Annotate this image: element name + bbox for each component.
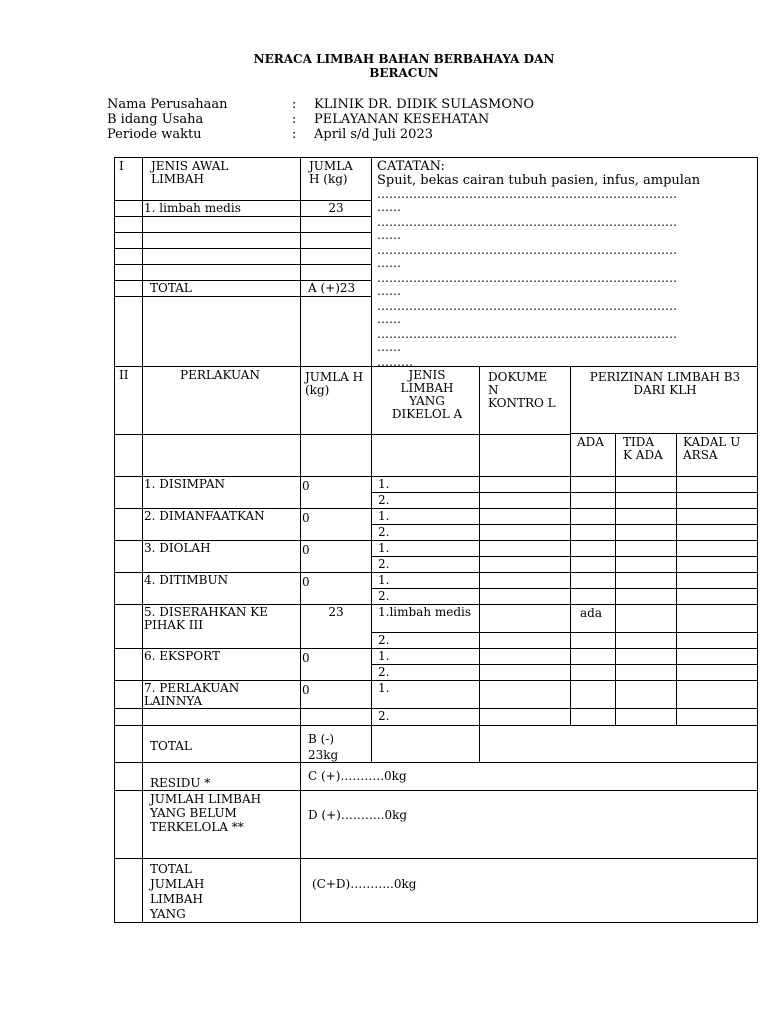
info-sep-period: :	[292, 127, 297, 142]
document-title-line2: BERACUN	[369, 66, 439, 80]
info-value-period: April s/d Juli 2023	[314, 127, 433, 142]
info-sep-business: :	[292, 112, 297, 127]
ada-header: ADA	[577, 435, 604, 449]
section-1-total-label: TOTAL	[150, 281, 192, 295]
perizinan-header: PERIZINAN LIMBAH B3 DARI KLH	[589, 370, 741, 397]
item-qty: 0	[302, 575, 310, 589]
item-qty: 0	[302, 651, 310, 665]
item-jenis-2: 2.	[378, 557, 390, 571]
dots-line: …………………………………………………………………	[377, 243, 677, 257]
info-value-business: PELAYANAN KESEHATAN	[314, 112, 490, 127]
item-qty: 0	[302, 683, 310, 697]
dots-line: …………………………………………………………………	[377, 299, 677, 313]
catatan-header: CATATAN:	[377, 159, 445, 174]
dots-line: ……	[377, 340, 401, 354]
perlakuan-item-lainnya: 7. PERLAKUAN LAINNYA	[144, 681, 240, 708]
residu-label: RESIDU *	[150, 776, 211, 790]
belum-terkelola-label: JUMLAH LIMBAH YANG BELUM TERKELOLA **	[150, 792, 262, 834]
perlakuan-item-eksport: 6. EKSPORT	[144, 649, 220, 663]
dots-line: ………	[377, 355, 413, 369]
section-2-number: II	[119, 368, 129, 382]
info-label-period: Periode waktu	[107, 127, 202, 142]
section-1-total-value: A (+)23	[308, 281, 356, 295]
item-jenis-1: 1.	[378, 509, 390, 523]
total-jumlah-label: TOTAL JUMLAH LIMBAH YANG	[150, 862, 205, 921]
dots-line: ……	[377, 256, 401, 270]
perlakuan-item-diolah: 3. DIOLAH	[144, 541, 211, 555]
item-jenis-1: 1.	[378, 573, 390, 587]
section-2-total-value: B (-) 23kg	[308, 732, 339, 762]
item-qty: 0	[302, 543, 310, 557]
perizinan-ada-value: ada	[580, 606, 602, 620]
section-2-total-label: TOTAL	[150, 739, 192, 753]
item-jenis-1: 1.	[378, 477, 390, 491]
dots-line: …………………………………………………………………	[377, 271, 677, 285]
info-sep-company: :	[292, 97, 297, 112]
perlakuan-item-ditimbun: 4. DITIMBUN	[144, 573, 229, 587]
section-1-jumlah-header: JUMLA H (kg)	[309, 159, 353, 186]
item-qty: 23	[328, 605, 344, 619]
item-jenis-1: 1.limbah medis	[378, 605, 472, 619]
dots-line: ……	[377, 228, 401, 242]
total-jumlah-value: (C+D)………..0kg	[312, 877, 417, 891]
info-label-business: B idang Usaha	[107, 112, 204, 127]
item-jenis-2: 2.	[378, 665, 390, 679]
catatan-text: Spuit, bekas cairan tubuh pasien, infus, ampulan	[377, 173, 701, 188]
dots-line: ……	[377, 312, 401, 326]
section-1-number: I	[119, 159, 124, 173]
dots-line: …………………………………………………………………	[377, 188, 677, 201]
perlakuan-header: PERLAKUAN	[180, 368, 260, 382]
item-jenis-1: 1.	[378, 649, 390, 663]
document-title-line1: NERACA LIMBAH BAHAN BERBAHAYA DAN	[253, 52, 555, 66]
limbah-medis-value: 23	[328, 201, 344, 215]
section-1-jenis-header: JENIS AWAL LIMBAH	[151, 159, 229, 186]
dots-line: …………………………………………………………………	[377, 215, 677, 229]
perlakuan-item-diserahkan: 5. DISERAHKAN KE PIHAK III	[144, 605, 268, 632]
item-jenis-1: 1.	[378, 681, 390, 695]
item-qty: 0	[302, 479, 310, 493]
dots-line: ……	[377, 200, 401, 214]
dokumen-kontrol-header: DOKUME N KONTRO L	[488, 370, 556, 410]
residu-value: C (+)………..0kg	[308, 769, 407, 783]
item-qty: 0	[302, 511, 310, 525]
perlakuan-item-disimpan: 1. DISIMPAN	[144, 477, 226, 491]
item-jenis-2: 2.	[378, 709, 390, 723]
belum-terkelola-value: D (+)………..0kg	[308, 808, 408, 822]
kadaluarsa-header: KADAL U ARSA	[683, 435, 741, 462]
info-label-company: Nama Perusahaan	[107, 97, 228, 112]
dots-line: ……	[377, 284, 401, 298]
perlakuan-item-dimanfaatkan: 2. DIMANFAATKAN	[144, 509, 265, 523]
section-2-jumlah-header: JUMLA H (kg)	[305, 370, 364, 397]
info-value-company: KLINIK DR. DIDIK SULASMONO	[314, 97, 535, 112]
jenis-limbah-header: JENIS LIMBAH YANG DIKELOL A	[391, 368, 463, 421]
limbah-medis-label: 1. limbah medis	[144, 201, 241, 215]
item-jenis-2: 2.	[378, 589, 390, 603]
tidak-ada-header: TIDA K ADA	[623, 435, 663, 462]
dots-line: …………………………………………………………………	[377, 327, 677, 341]
item-jenis-2: 2.	[378, 633, 390, 647]
item-jenis-2: 2.	[378, 493, 390, 507]
item-jenis-2: 2.	[378, 525, 390, 539]
catatan-dotted-lines	[377, 188, 755, 369]
item-jenis-1: 1.	[378, 541, 390, 555]
